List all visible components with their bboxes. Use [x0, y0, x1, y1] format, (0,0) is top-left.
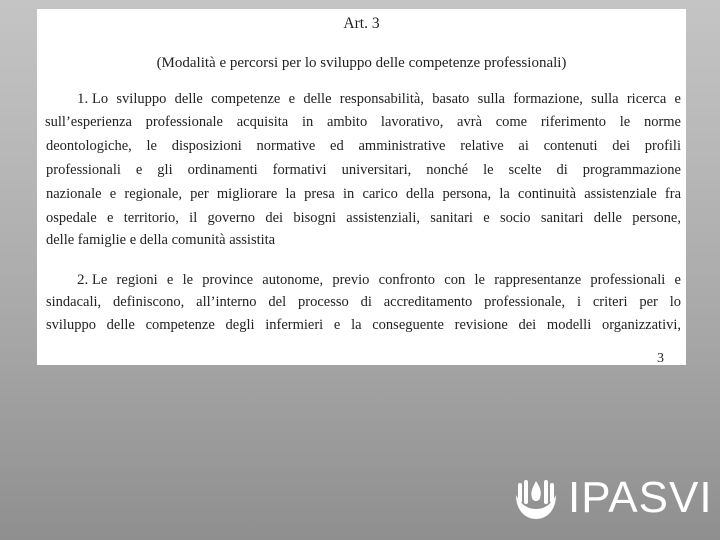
article-title: Art. 3	[343, 15, 380, 32]
item-line: Le regioni e le province autonome, previo confronto con le rappresentanze professionali e	[92, 272, 681, 288]
ipasvi-flame-hands-icon	[512, 475, 560, 523]
item-line: sindacali, definiscono, all’interno del processo di accreditamento professionale, i criteri per lo	[46, 294, 681, 310]
logo-text: IPASVI	[568, 473, 713, 522]
item-number: 1.	[77, 91, 89, 107]
list-item	[45, 91, 681, 261]
item-line: ospedale e territorio, il governo dei bisogni assistenziali, sanitari e socio sanitari delle persone,	[46, 210, 681, 226]
item-line: sull’esperienza professionale acquisita in ambito lavorativo, avrà come riferimento le norme	[45, 114, 681, 130]
item-line: Lo sviluppo delle competenze e delle responsabilità, basato sulla formazione, sulla ricerca e	[92, 91, 681, 107]
page-number: 3	[657, 351, 664, 366]
item-number: 2.	[77, 272, 89, 288]
article-subtitle: (Modalità e percorsi per lo sviluppo delle competenze professionali)	[156, 55, 567, 71]
item-line: deontologiche, le disposizioni normative ed amministrative relative ai contenuti dei profili	[46, 138, 681, 154]
list-item	[46, 272, 681, 352]
item-line: sviluppo delle competenze degli infermieri e la conseguente revisione dei modelli organizzativi,	[46, 317, 681, 333]
ipasvi-logo	[512, 471, 712, 527]
item-line: nazionale e regionale, per migliorare la presa in carico della persona, la continuità assistenziale fra	[46, 186, 681, 202]
document-page	[37, 9, 686, 365]
item-line: delle famiglie e della comunità assistita	[46, 232, 276, 248]
item-line: professionali e gli ordinamenti formativi universitari, nonché le scelte di programmazione	[46, 162, 681, 178]
